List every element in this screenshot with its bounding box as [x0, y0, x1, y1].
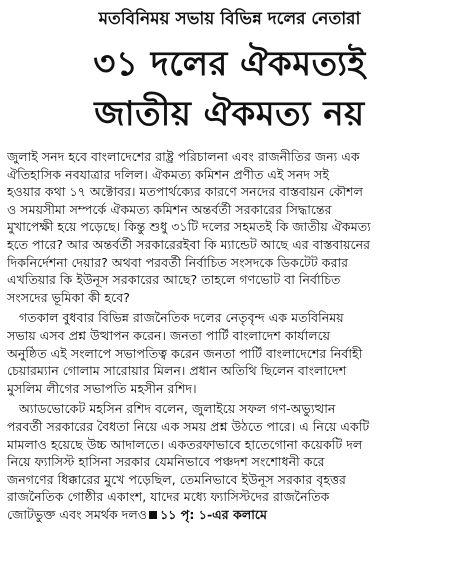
article-body — [7, 148, 453, 523]
continuation-jump: ১১ পৃ: ১-এর কলামে — [160, 506, 267, 522]
text-line: মামলাও হয়েছে উচ্চ আদালতে। একতরফাভাবে হাতেগোনা কয়েকটি দল — [7, 436, 363, 452]
text-line: নিয়ে ফ্যাসিস্ট হাসিনা সরকার যেমনিভাবে পঞ্চদশ সংশোধনী করে — [7, 454, 325, 470]
text-line: পরবর্তী সরকারের বৈধতা নিয়ে এক সময় প্রশ্ন উঠতে পারে। এ নিয়ে একটি — [7, 418, 370, 434]
text-line: হতে পারে? আর অন্তর্বর্তী সরকারেরইবা কি ম্যান্ডেট আছে এর বাস্তবায়নের — [7, 236, 371, 252]
text-line: জোটভুক্ত এবং সমর্থক দলও — [7, 506, 148, 522]
paragraph-3 — [7, 400, 453, 523]
text-line: জুলাই সনদ হবে বাংলাদেশের রাষ্ট্র পরিচালনা এবং রাজনীতির জন্য এক — [7, 149, 360, 164]
text-line: গতকাল বুধবার বিভিন্ন রাজনৈতিক দলের নেতৃবৃন্দ এক মতবিনিময় — [19, 310, 344, 326]
text-line: সভায় এসব প্রশ্ন উত্থাপন করেন। জনতা পার্টি বাংলাদেশ কার্যালয়ে — [7, 327, 331, 343]
text-line: ঐতিহাসিক নবযাত্রার দলিল। ঐকমত্য কমিশন প্রণীত এই সনদ সই — [7, 166, 329, 182]
paragraph-2 — [7, 309, 453, 397]
text-line: মুখাপেক্ষী হয়ে পড়েছে। কিন্তু শুধু ৩১টি দলের সহমতই কি জাতীয় ঐকমত্য — [7, 219, 371, 235]
text-line: রাজনৈতিক গোষ্ঠীর একাংশ, যাদের মধ্যে ফ্যাসিস্টদের রাজনৈতিক — [7, 489, 330, 505]
headline-line-2: জাতীয় ঐকমত্য নয় — [94, 94, 365, 134]
text-line-with-jump — [7, 506, 453, 524]
text-line: সংসদের ভূমিকা কী হবে? — [7, 289, 130, 305]
headline-line-1: ৩১ দলের ঐকমত্যই — [93, 44, 366, 84]
jump-square-icon — [149, 511, 157, 519]
paragraph-1 — [7, 148, 453, 306]
kicker-subheadline: মতবিনিময় সভায় বিভিন্ন দলের নেতারা — [98, 9, 361, 29]
text-line: চেয়ারম্যান গোলাম সারোয়ার মিলন। প্রধান অতিথি ছিলেন বাংলাদেশ — [7, 363, 347, 379]
text-line: দিকনির্দেশনা দেয়ার? অথবা পরবর্তী নির্বাচিত সংসদকে ডিকটেট করার — [7, 254, 349, 270]
text-line: হওয়ার কথা ১৭ অক্টোবর। মতপার্থক্যের কারণে সনদের বাস্তবায়ন কৌশল — [7, 184, 363, 200]
text-line: ও সময়সীমা সম্পর্কে ঐকমত্য কমিশন অন্তর্বর্তী সরকারের সিদ্ধান্তের — [7, 201, 332, 217]
text-line: এখতিয়ার কি ইউনূস সরকারের আছে? তাহলে গণভোট বা নির্বাচিত — [7, 272, 341, 288]
text-line: অনুষ্ঠিত এই সংলাপে সভাপতিত্ব করেন জনতা পার্টি বাংলাদেশের নির্বাহী — [7, 345, 363, 361]
text-line: জনগণের ধিক্কারের মুখে পড়েছিল, তেমনিভাবে ইউনূস সরকার বৃহত্তর — [7, 471, 346, 487]
text-line: মুসলিম লীগের সভাপতি মহসীন রশিদ। — [7, 380, 197, 396]
text-line: অ্যাডভোকেট মহসিন রশিদ বলেন, জুলাইয়ে সফল গণ-অভ্যুত্থান — [19, 401, 336, 417]
